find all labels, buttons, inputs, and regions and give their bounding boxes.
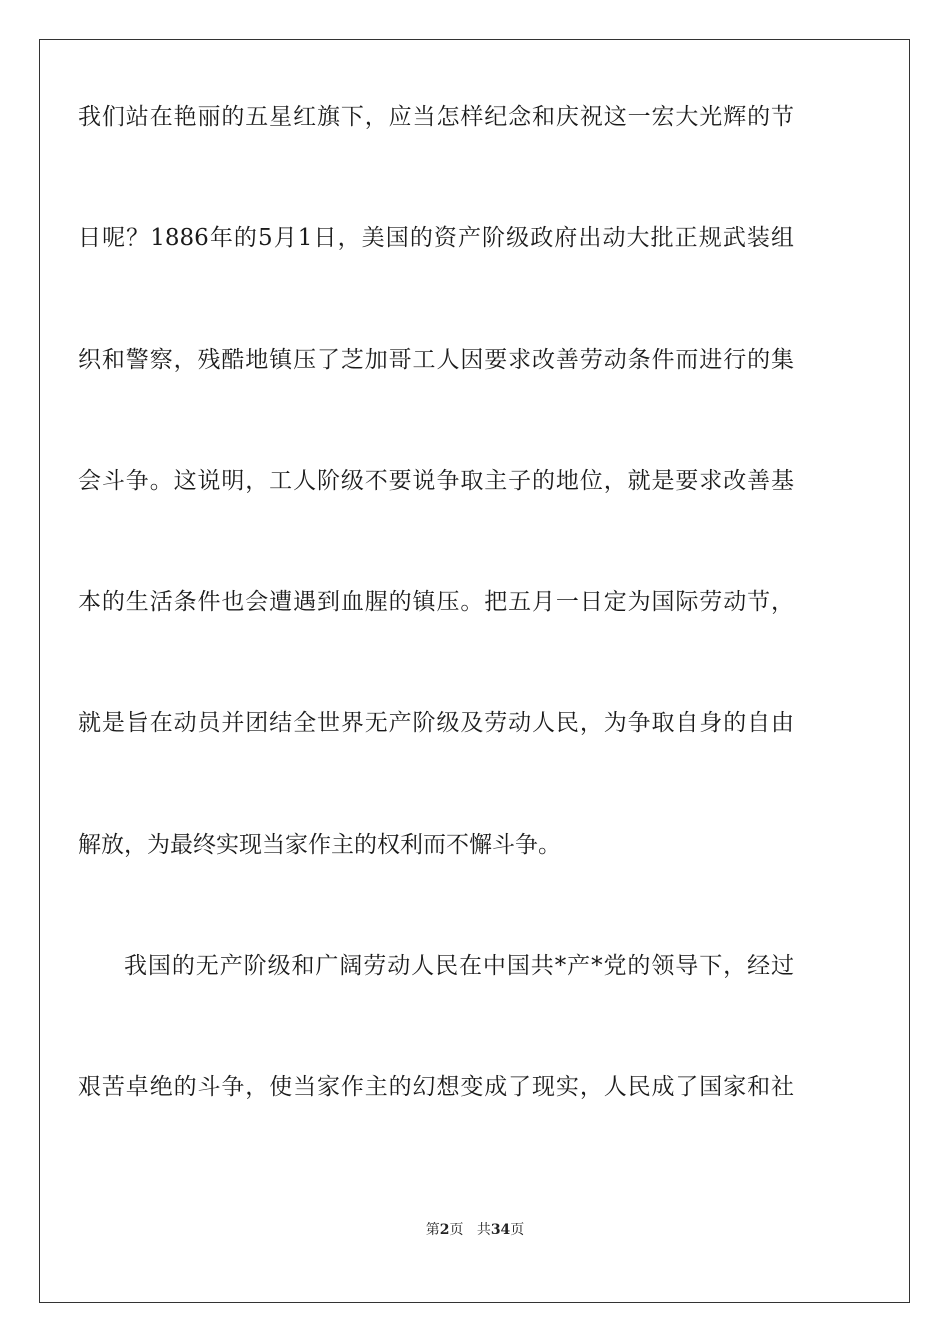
page-footer xyxy=(0,1219,950,1239)
text-line: 本的生活条件也会遭遇到血腥的镇压。把五月一日定为国际劳动节， xyxy=(78,589,794,616)
total-prefix: 共 xyxy=(476,1222,491,1238)
text-line: 日呢？1886年的5月1日，美国的资产阶级政府出动大批正规武装组 xyxy=(78,225,794,252)
page-suffix: 页 xyxy=(449,1222,464,1238)
total-pages: 34 xyxy=(490,1222,511,1238)
document-body xyxy=(78,93,794,1185)
paragraph-first-line: 我国的无产阶级和广阔劳动人民在中国共*产*党的领导下，经过 xyxy=(124,953,794,980)
text-line: 我们站在艳丽的五星红旗下，应当怎样纪念和庆祝这一宏大光辉的节 xyxy=(78,104,794,130)
text-line: 艰苦卓绝的斗争，使当家作主的幻想变成了现实，人民成了国家和社 xyxy=(78,1074,794,1101)
page-prefix: 第 xyxy=(425,1222,440,1238)
text-line: 会斗争。这说明，工人阶级不要说争取主子的地位，就是要求改善基 xyxy=(78,467,794,494)
total-suffix: 页 xyxy=(510,1222,525,1238)
page-number: 2 xyxy=(439,1222,450,1238)
text-line: 就是旨在动员并团结全世界无产阶级及劳动人民，为争取自身的自由 xyxy=(78,710,794,737)
text-line: 织和警察，残酷地镇压了芝加哥工人因要求改善劳动条件而进行的集 xyxy=(78,346,794,373)
text-line: 解放，为最终实现当家作主的权利而不懈斗争。 xyxy=(78,831,561,858)
